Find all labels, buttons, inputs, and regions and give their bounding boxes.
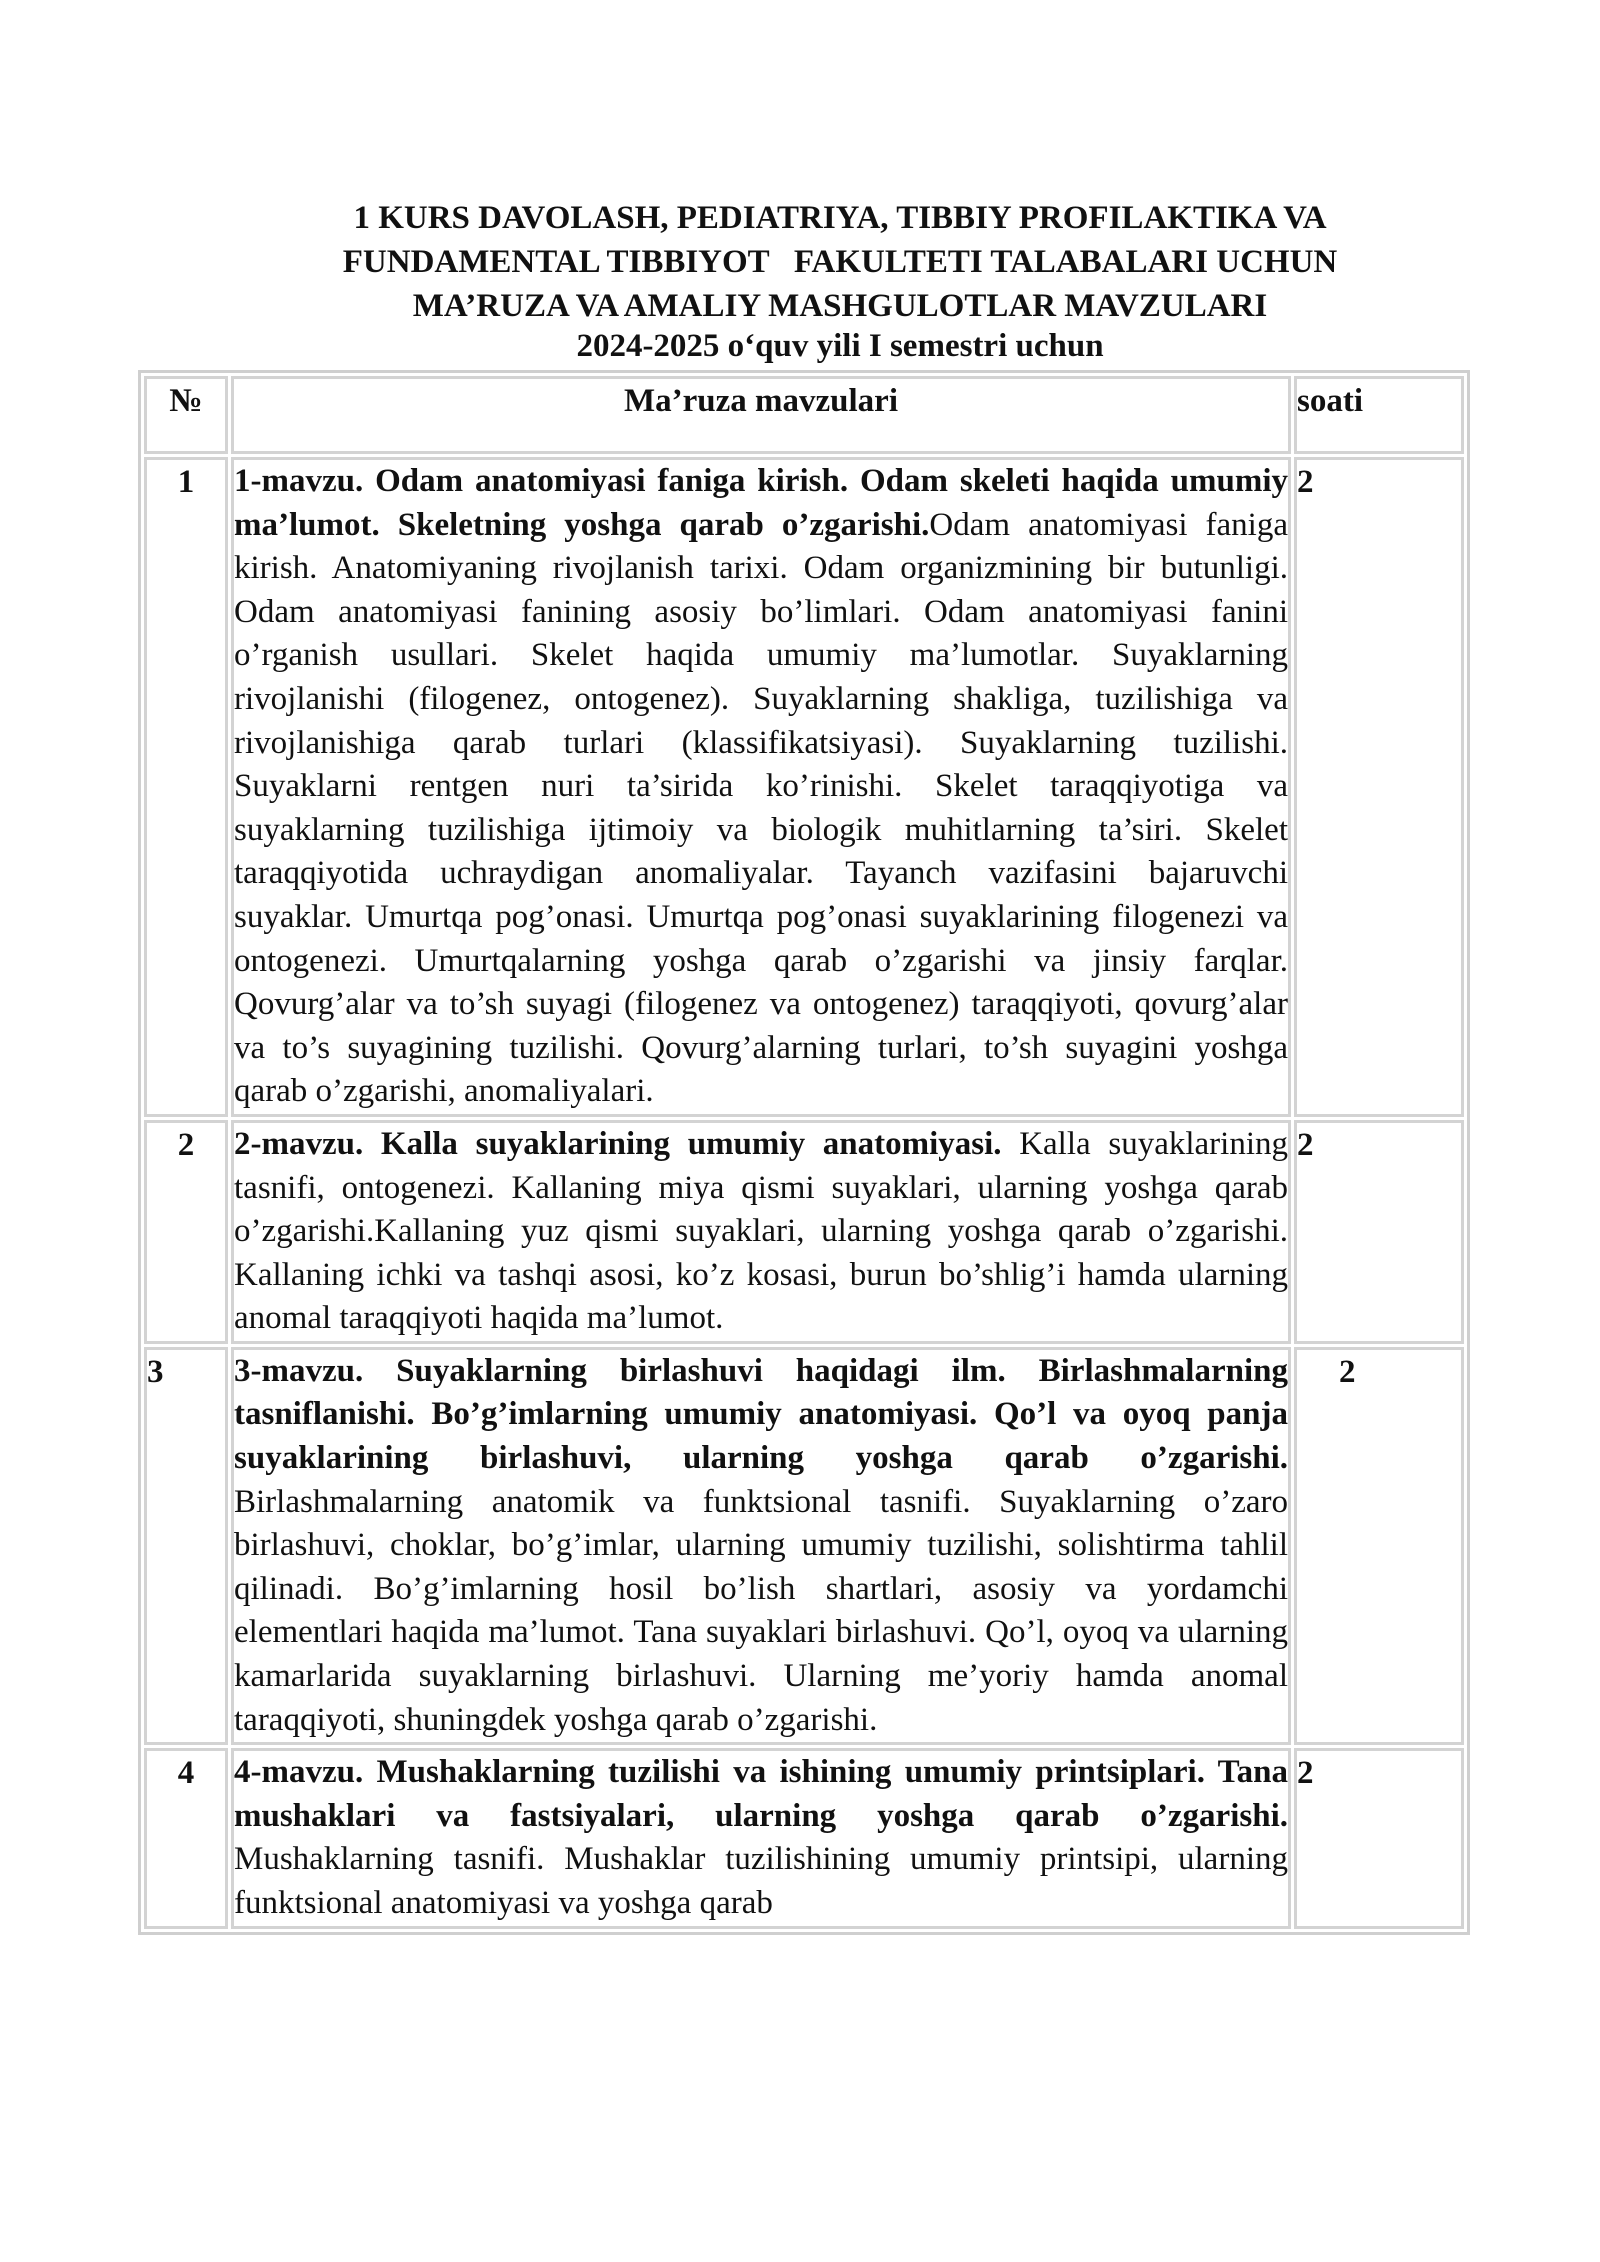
topic-text: Mushaklarning tasnifi. Mushaklar tuzilishining umumiy printsipi, ularning funktsional anatomiyasi va yoshga qarab — [234, 1841, 1288, 1921]
row-number: 2 — [144, 1120, 228, 1344]
topic-title: 1-mavzu. Odam anatomiyasi faniga kirish. Odam skeleti haqida umumiy ma’lumot. Skeletning yoshga qarab o’zgarishi. — [234, 463, 1288, 543]
topic-text: Kalla suyaklarining tasnifi, ontogenezi. Kallaning miya qismi suyaklari, ularning yoshga qarab o’zgarishi.Kallaning yuz qismi suyaklari, ularning yoshga qarab o’zgarishi. Kallaning ichki va tashqi asosi, ko’z kosasi, burun bo’shlig’i hamda ularning anomal taraqqiyoti haqida ma’lumot. — [234, 1125, 1288, 1337]
header-topics: Ma’ruza mavzulari — [231, 376, 1291, 454]
row-number: 3 — [144, 1347, 228, 1745]
topic-text: Odam anatomiyasi faniga kirish. Anatomiyaning rivojlanish tarixi. Odam organizmining bir butunligi. Odam anatomiyasi fanining asosiy bo’limlari. Odam anatomiyasi fanini o’rganish usullari. Skelet haqida umumiy ma’lumotlar. Suyaklarning rivojlanishi (filogenez, ontogenez). Suyaklarning shakliga, tuzilishiga va rivojlanishiga qarab turlari (klassifikatsiyasi). Suyaklarning tuzilishi. Suyaklarni rentgen nuri ta’sirida ko’rinishi. Skelet taraqqiyotiga va suyaklarning tuzilishiga ijtimoiy va biologik muhitlarning ta’siri. Skelet taraqqiyotida uchraydigan anomaliyalar. Tayanch vazifasini bajaruvchi suyaklar. Umurtqa pog’onasi. Umurtqa pog’onasi suyaklarining filogenezi va ontogenezi. Umurtqalarning yoshga qarab o’zgarishi va jinsiy farqlar. Qovurg’alar va to’sh suyagi (filogenez va ontogenez) taraqqiyoti, qovurg’alar va to’s suyagining tuzilishi. Qovurg’alarning turlari, to’sh suyagini yoshga qarab o’zgarishi, anomaliyalari. — [234, 506, 1288, 1110]
header-hours: soati — [1294, 376, 1464, 454]
table-row — [144, 1347, 1464, 1745]
topic-title: 2-mavzu. Kalla suyaklarining umumiy anatomiyasi. — [234, 1125, 1002, 1162]
table-row — [144, 1120, 1464, 1344]
table-row — [144, 457, 1464, 1117]
title-line-2: FUNDAMENTAL TIBBIYOT FAKULTETI TALABALARI UCHUN — [342, 244, 1338, 280]
topic-title: 4-mavzu. Mushaklarning tuzilishi va ishining umumiy printsiplari. Tana mushaklari va fastsiyalari, ularning yoshga qarab o’zgarishi. — [234, 1754, 1288, 1834]
row-hours: 2 — [1294, 1120, 1464, 1344]
table-row — [144, 1748, 1464, 1928]
row-number: 1 — [144, 457, 228, 1117]
topic-text: Birlashmalarning anatomik va funktsional tasnifi. Suyaklarning o’zaro birlashuvi, choklar, bo’g’imlar, ularning umumiy tuzilishi, solishtirma tahlil qilinadi. Bo’g’imlarning hosil bo’lish shartlari, asosiy va yordamchi elementlari haqida ma’lumot. Tana suyaklari birlashuvi. Qo’l, oyoq va ularning kamarlarida suyaklarning birlashuvi. Ularning me’yoriy hamda anomal taraqqiyoti, shuningdek yoshga qarab o’zgarishi. — [234, 1483, 1288, 1738]
row-number: 4 — [144, 1748, 228, 1928]
row-hours: 2 — [1294, 457, 1464, 1117]
table-header-row — [144, 376, 1464, 454]
row-topic — [231, 1120, 1291, 1344]
header-number: № — [144, 376, 228, 454]
title-line-4: 2024-2025 o‘quv yili I semestri uchun — [576, 328, 1104, 364]
row-hours: 2 — [1294, 1748, 1464, 1928]
document-title — [240, 196, 1440, 364]
row-topic — [231, 457, 1291, 1117]
title-line-3: MA’RUZA VA AMALIY MASHGULOTLAR MAVZULARI — [412, 288, 1268, 324]
topics-table — [138, 370, 1470, 1935]
row-topic — [231, 1748, 1291, 1928]
title-line-1: 1 KURS DAVOLASH, PEDIATRIYA, TIBBIY PROFILAKTIKA VA — [353, 200, 1327, 236]
row-hours: 2 — [1294, 1347, 1464, 1745]
topic-title: 3-mavzu. Suyaklarning birlashuvi haqidagi ilm. Birlashmalarning tasniflanishi. Bo’g’imlarning umumiy anatomiyasi. Qo’l va oyoq panja suyaklarining birlashuvi, ularning yoshga qarab o’zgarishi. — [234, 1352, 1288, 1477]
row-topic — [231, 1347, 1291, 1745]
